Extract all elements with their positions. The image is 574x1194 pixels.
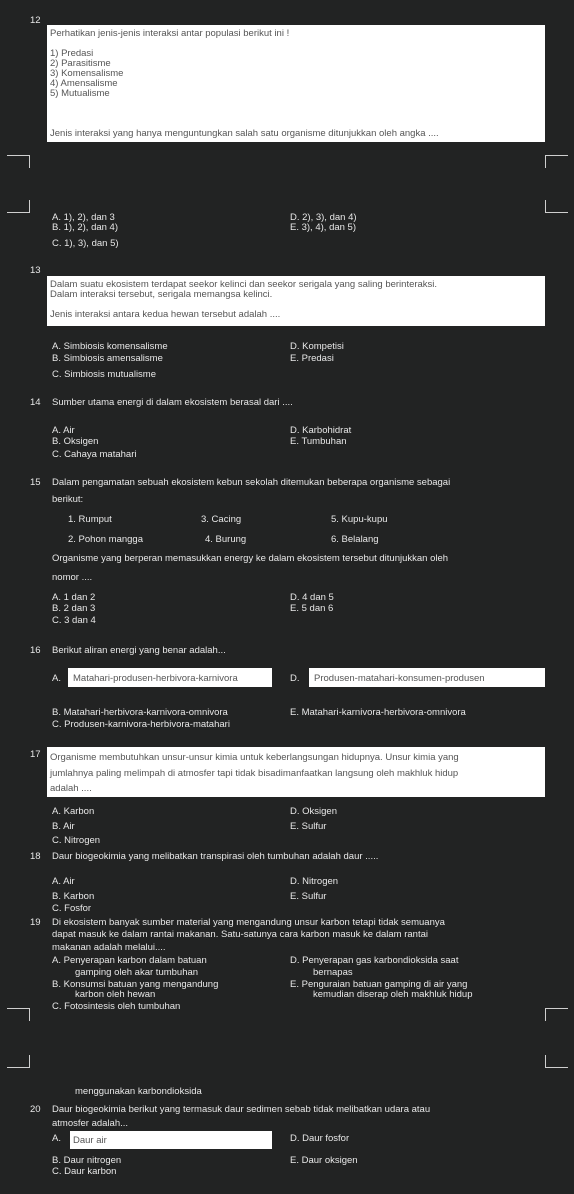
q19-option-a[interactable]: A. Penyerapan karbon dalam batuan bbox=[52, 955, 207, 966]
q17-line: adalah .... bbox=[50, 783, 92, 794]
q12-option-a[interactable]: A. 1), 2), dan 3 bbox=[52, 212, 115, 223]
q18-option-b[interactable]: B. Karbon bbox=[52, 891, 95, 902]
q16-option-d-text: Produsen-matahari-konsumen-produsen bbox=[314, 673, 485, 684]
q14-number: 14 bbox=[30, 397, 41, 408]
q12-list-item: 3) Komensalisme bbox=[50, 68, 124, 79]
q15-option-e[interactable]: E. 5 dan 6 bbox=[290, 603, 334, 614]
q15-item: 3. Cacing bbox=[201, 514, 242, 525]
page-corner-mark bbox=[7, 200, 30, 213]
page-corner-mark bbox=[545, 1008, 568, 1021]
q19-option-a-cont: gamping oleh akar tumbuhan bbox=[75, 967, 199, 978]
q18-question: Daur biogeokimia yang melibatkan transpirasi oleh tumbuhan adalah daur ..... bbox=[52, 851, 379, 862]
q12-prompt: Perhatikan jenis-jenis interaksi antar populasi berikut ini ! bbox=[50, 28, 290, 39]
q16-option-b[interactable]: B. Matahari-herbivora-karnivora-omnivora bbox=[52, 707, 228, 718]
q15-option-a[interactable]: A. 1 dan 2 bbox=[52, 592, 96, 603]
q12-option-e[interactable]: E. 3), 4), dan 5) bbox=[290, 222, 357, 233]
page-corner-mark bbox=[7, 155, 30, 168]
q20-option-a-label: A. bbox=[52, 1133, 61, 1144]
q16-option-c[interactable]: C. Produsen-karnivora-herbivora-matahari bbox=[52, 719, 230, 730]
q19-line: dapat masuk ke dalam rantai makanan. Satu-satunya cara karbon masuk ke dalam rantai bbox=[52, 929, 428, 940]
q19-line: makanan adalah melalui.... bbox=[52, 942, 166, 953]
q17-option-b[interactable]: B. Air bbox=[52, 821, 75, 832]
q12-option-b[interactable]: B. 1), 2), dan 4) bbox=[52, 222, 119, 233]
page-corner-mark bbox=[545, 1055, 568, 1068]
q17-line: Organisme membutuhkan unsur-unsur kimia untuk keberlangsungan hidupnya. Unsur kimia yang bbox=[50, 752, 459, 763]
q12-list-item: 5) Mutualisme bbox=[50, 88, 110, 99]
q12-number: 12 bbox=[30, 15, 41, 26]
q15-item: 1. Rumput bbox=[68, 514, 112, 525]
q16-option-a[interactable] bbox=[68, 668, 272, 687]
q15-line: berikut: bbox=[52, 494, 84, 505]
q13-option-d[interactable]: D. Kompetisi bbox=[290, 341, 344, 352]
q13-option-a[interactable]: A. Simbiosis komensalisme bbox=[52, 341, 168, 352]
q16-option-a-text: Matahari-produsen-herbivora-karnivora bbox=[73, 673, 238, 684]
q15-item: 4. Burung bbox=[205, 534, 247, 545]
q12-option-c[interactable]: C. 1), 3), dan 5) bbox=[52, 238, 119, 249]
q14-option-d[interactable]: D. Karbohidrat bbox=[290, 425, 352, 436]
q18-option-d[interactable]: D. Nitrogen bbox=[290, 876, 339, 887]
q19-option-b[interactable]: B. Konsumsi batuan yang mengandung bbox=[52, 979, 219, 990]
q19-number: 19 bbox=[30, 917, 41, 928]
q15-item: 6. Belalang bbox=[331, 534, 379, 545]
q20-option-d[interactable]: D. Daur fosfor bbox=[290, 1133, 350, 1144]
q16-number: 16 bbox=[30, 645, 41, 656]
q13-option-e[interactable]: E. Predasi bbox=[290, 353, 334, 364]
q20-option-b[interactable]: B. Daur nitrogen bbox=[52, 1155, 122, 1166]
q15-option-d[interactable]: D. 4 dan 5 bbox=[290, 592, 334, 603]
q18-number: 18 bbox=[30, 851, 41, 862]
q16-option-e[interactable]: E. Matahari-karnivora-herbivora-omnivora bbox=[290, 707, 466, 718]
q12-list-item: 4) Amensalisme bbox=[50, 78, 118, 89]
q20-option-a[interactable] bbox=[70, 1131, 272, 1149]
q20-line: atmosfer adalah... bbox=[52, 1118, 129, 1129]
page-corner-mark bbox=[545, 155, 568, 168]
q13-question: Jenis interaksi antara kedua hewan tersebut adalah .... bbox=[50, 309, 281, 320]
q20-line: Daur biogeokimia berikut yang termasuk daur sedimen sebab tidak melibatkan udara atau bbox=[52, 1104, 431, 1115]
q15-line: Dalam pengamatan sebuah ekosistem kebun sekolah ditemukan beberapa organisme sebagai bbox=[52, 477, 451, 488]
q13-box bbox=[47, 276, 545, 326]
q19-option-d-cont: bernapas bbox=[313, 967, 353, 978]
page-corner-mark bbox=[7, 1008, 30, 1021]
q12-question: Jenis interaksi yang hanya menguntungkan salah satu organisme ditunjukkan oleh angka .... bbox=[50, 128, 439, 139]
q13-number: 13 bbox=[30, 265, 41, 276]
page-corner-mark bbox=[545, 200, 568, 213]
q18-option-e[interactable]: E. Sulfur bbox=[290, 891, 327, 902]
q17-line: jumlahnya paling melimpah di atmosfer tapi tidak bisadimanfaatkan langsung oleh makhluk hidup bbox=[50, 768, 459, 779]
q19-line: Di ekosistem banyak sumber material yang mengandung unsur karbon tetapi tidak semuanya bbox=[52, 917, 445, 928]
q19-option-e-cont: kemudian diserap oleh makhluk hidup bbox=[313, 989, 473, 1000]
q19-option-d[interactable]: D. Penyerapan gas karbondioksida saat bbox=[290, 955, 459, 966]
q13-option-b[interactable]: B. Simbiosis amensalisme bbox=[52, 353, 163, 364]
q17-option-c[interactable]: C. Nitrogen bbox=[52, 835, 101, 846]
q14-option-c[interactable]: C. Cahaya matahari bbox=[52, 449, 137, 460]
q16-option-d-label: D. bbox=[290, 673, 300, 684]
q13-option-c[interactable]: C. Simbiosis mutualisme bbox=[52, 369, 156, 380]
q20-option-c[interactable]: C. Daur karbon bbox=[52, 1166, 117, 1177]
q17-box bbox=[47, 747, 545, 797]
q12-box bbox=[47, 25, 545, 142]
q19-continuation: menggunakan karbondioksida bbox=[75, 1086, 202, 1097]
q12-list-item: 2) Parasitisme bbox=[50, 58, 111, 69]
q12-option-d[interactable]: D. 2), 3), dan 4) bbox=[290, 212, 357, 223]
q19-option-c[interactable]: C. Fotosintesis oleh tumbuhan bbox=[52, 1001, 181, 1012]
q14-option-b[interactable]: B. Oksigen bbox=[52, 436, 99, 447]
q20-option-e[interactable]: E. Daur oksigen bbox=[290, 1155, 358, 1166]
q13-line: Dalam interaksi tersebut, serigala memangsa kelinci. bbox=[50, 289, 273, 300]
q15-line: Organisme yang berperan memasukkan energy ke dalam ekosistem tersebut ditunjukkan oleh bbox=[52, 553, 449, 564]
q18-option-c[interactable]: C. Fosfor bbox=[52, 903, 92, 914]
q15-number: 15 bbox=[30, 477, 41, 488]
q16-question: Berikut aliran energi yang benar adalah... bbox=[52, 645, 226, 656]
q17-option-e[interactable]: E. Sulfur bbox=[290, 821, 327, 832]
q12-list-item: 1) Predasi bbox=[50, 48, 94, 59]
q15-option-c[interactable]: C. 3 dan 4 bbox=[52, 615, 96, 626]
q19-option-e[interactable]: E. Penguraian batuan gamping di air yang bbox=[290, 979, 468, 990]
q17-option-d[interactable]: D. Oksigen bbox=[290, 806, 337, 817]
q15-option-b[interactable]: B. 2 dan 3 bbox=[52, 603, 96, 614]
q13-line: Dalam suatu ekosistem terdapat seekor kelinci dan seekor serigala yang saling berinteraksi. bbox=[50, 279, 438, 290]
q18-option-a[interactable]: A. Air bbox=[52, 876, 75, 887]
q20-option-a-text: Daur air bbox=[73, 1135, 107, 1146]
q14-option-e[interactable]: E. Tumbuhan bbox=[290, 436, 347, 447]
q14-question: Sumber utama energi di dalam ekosistem berasal dari .... bbox=[52, 397, 293, 408]
q15-item: 2. Pohon mangga bbox=[68, 534, 144, 545]
q16-option-a-label: A. bbox=[52, 673, 61, 684]
q16-option-d[interactable] bbox=[309, 668, 545, 687]
q15-item: 5. Kupu-kupu bbox=[331, 514, 388, 525]
q19-option-b-cont: karbon oleh hewan bbox=[75, 989, 156, 1000]
q17-option-a[interactable]: A. Karbon bbox=[52, 806, 95, 817]
q17-number: 17 bbox=[30, 749, 41, 760]
q14-option-a[interactable]: A. Air bbox=[52, 425, 75, 436]
q15-line: nomor .... bbox=[52, 572, 93, 583]
page-corner-mark bbox=[7, 1055, 30, 1068]
q20-number: 20 bbox=[30, 1104, 41, 1115]
